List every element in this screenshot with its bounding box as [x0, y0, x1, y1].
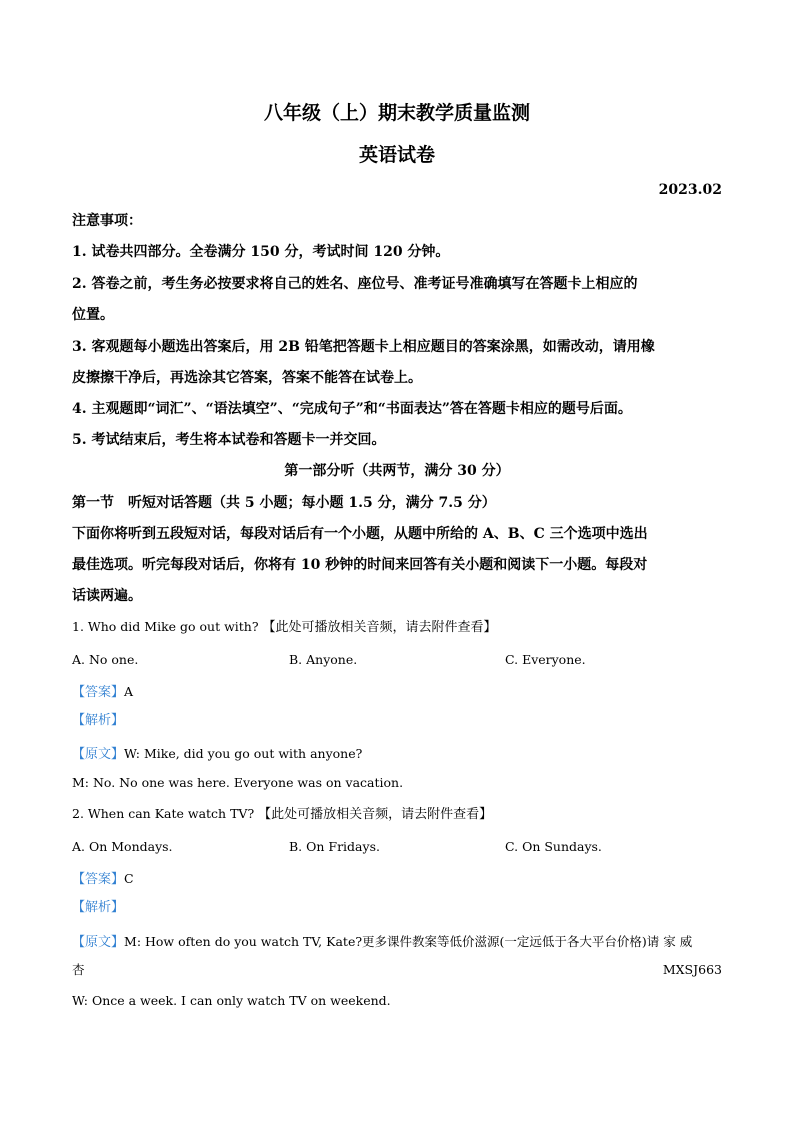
note-4: 4. 主观题即“词汇”、“语法填空”、“完成句子”和“书面表达”答在答题卡相应的题号后面。: [72, 401, 632, 417]
q1-option-b: B. Anyone.: [289, 652, 358, 667]
q1-option-c: C. Everyone.: [505, 652, 586, 667]
q2-answer-value: C: [124, 871, 134, 886]
instructions-line-1: 下面你将听到五段短对话，每段对话后有一个小题，从题中所给的 A、B、C 三个选项中选出: [72, 526, 648, 542]
section1-title: 第一节 听短对话答题（共 5 小题；每小题 1.5 分，满分 7.5 分）: [72, 495, 496, 511]
q2-script-line-2: W: Once a week. I can only watch TV on weekend.: [72, 993, 391, 1008]
note-2-line-2: 位置。: [72, 307, 114, 323]
q1-question-text: 1. Who did Mike go out with?: [72, 619, 259, 634]
q1-option-a: A. No one.: [72, 652, 139, 667]
q1-script-tag: 【原文】: [72, 747, 125, 762]
note-2-line-1: 2. 答卷之前，考生务必按要求将自己的姓名、座位号、准考证号准确填写在答题卡上相应的: [72, 276, 638, 292]
note-3-line-2: 皮擦擦干净后，再选涂其它答案，答案不能答在试卷上。: [72, 370, 422, 386]
q1-audio-link[interactable]: 【此处可播放相关音频，请去附件查看】: [262, 620, 497, 635]
q2-audio-link[interactable]: 【此处可播放相关音频，请去附件查看】: [258, 807, 493, 822]
exam-subtitle: 英语试卷: [358, 144, 435, 166]
q2-script-text-1: M: How often do you watch TV, Kate?更多课件教案等低价滋源(一定远低于各大平台价格)请 家 威: [124, 934, 693, 949]
q2-analysis-tag: 【解析】: [72, 900, 125, 915]
q1-question: [72, 621, 497, 634]
q2-answer: [72, 870, 134, 886]
q2-option-a: A. On Mondays.: [72, 839, 173, 854]
q2-option-c: C. On Sundays.: [505, 839, 602, 854]
q2-question: [72, 808, 492, 821]
q2-answer-tag: 【答案】: [72, 872, 125, 887]
exam-date: 2023.02: [658, 182, 722, 198]
q2-question-text: 2. When can Kate watch TV?: [72, 806, 255, 821]
part1-title: 第一部分听（共两节，满分 30 分）: [284, 463, 510, 479]
q1-answer: [72, 683, 133, 699]
note-3-line-1: 3. 客观题每小题选出答案后，用 2B 铅笔把答题卡上相应题目的答案涂黑，如需改动，请用橡: [72, 339, 655, 355]
q1-analysis-tag: 【解析】: [72, 713, 125, 728]
watermark-code: MXSJ663: [662, 962, 722, 977]
instructions-line-3: 话读两遍。: [72, 588, 142, 604]
notes-heading: 注意事项：: [72, 213, 142, 229]
exam-title: 八年级（上）期末教学质量监测: [263, 102, 530, 124]
q2-script-line-1: [72, 933, 692, 949]
q2-option-b: B. On Fridays.: [289, 839, 380, 854]
q1-script-text-1: W: Mike, did you go out with anyone?: [124, 746, 363, 761]
q1-script-line-2: M: No. No one was here. Everyone was on vacation.: [72, 775, 404, 790]
instructions-line-2: 最佳选项。听完每段对话后，你将有 10 秒钟的时间来回答有关小题和阅读下一小题。每段对: [72, 557, 648, 573]
q2-script-continuation: 杏: [72, 962, 85, 977]
q1-answer-value: A: [124, 684, 134, 699]
q1-script-line-1: [72, 745, 362, 761]
q2-script-tag: 【原文】: [72, 935, 125, 950]
q1-answer-tag: 【答案】: [72, 685, 125, 700]
note-1: 1. 试卷共四部分。全卷满分 150 分，考试时间 120 分钟。: [72, 244, 450, 260]
note-5: 5. 考试结束后，考生将本试卷和答题卡一并交回。: [72, 432, 386, 448]
